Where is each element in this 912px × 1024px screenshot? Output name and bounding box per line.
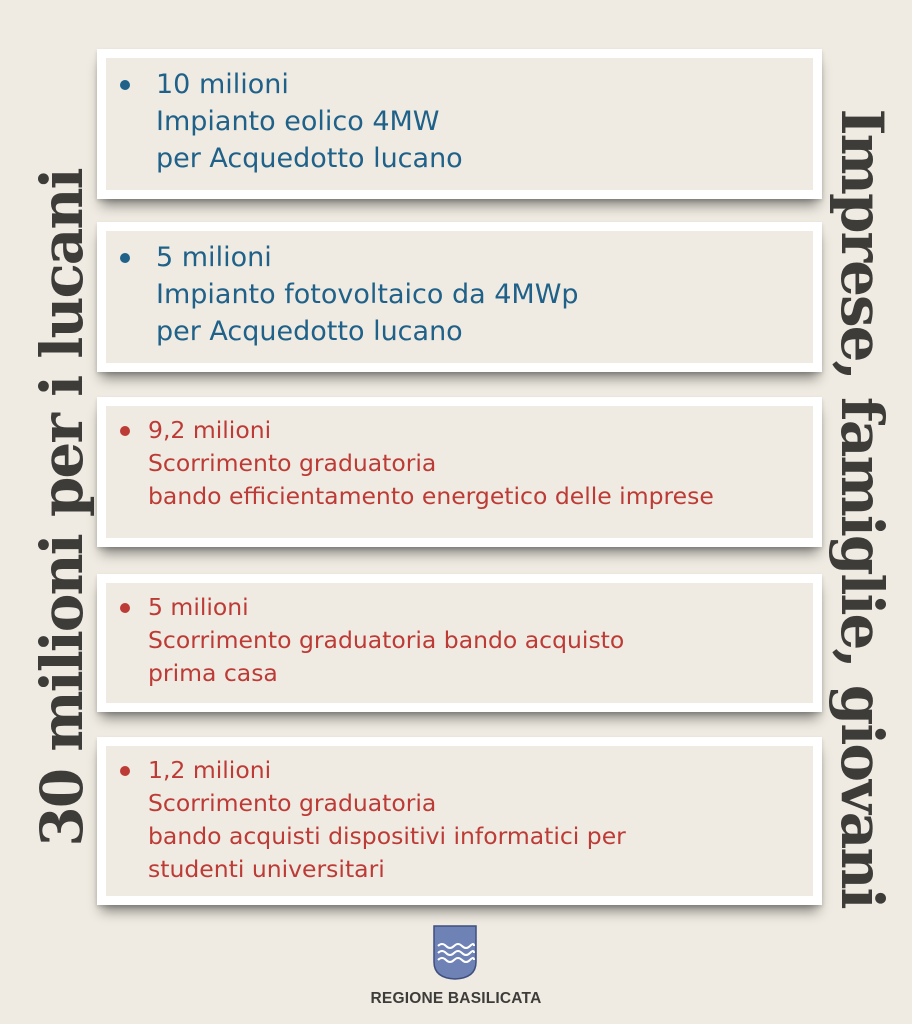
funding-card-first-home [97, 574, 822, 712]
footer-label: REGIONE BASILICATA [370, 990, 542, 1007]
bullet-icon [120, 603, 130, 613]
funding-card-solar-plant [97, 222, 822, 372]
card-description-line: per Acquedotto lucano [156, 143, 463, 174]
card-description-line: Scorrimento graduatoria bando acquisto [148, 626, 625, 654]
card-description-line: Impianto fotovoltaico da 4MWp [156, 279, 579, 310]
card-description-line: per Acquedotto lucano [156, 316, 463, 347]
bullet-icon [120, 253, 130, 263]
card-amount: 10 milioni [156, 69, 289, 100]
right-side-title: Imprese, famiglie, giovani [828, 108, 896, 908]
card-amount: 9,2 milioni [148, 416, 272, 444]
card-amount: 5 milioni [156, 242, 272, 273]
funding-card-energy-efficiency [97, 397, 822, 547]
left-side-title: 30 milioni per i lucani [28, 169, 96, 847]
bullet-icon [120, 426, 130, 436]
card-description-line: studenti universitari [148, 855, 385, 883]
card-description-line: bando acquisti dispositivi informatici per [148, 822, 626, 850]
card-description-line: bando efficientamento energetico delle imprese [148, 482, 714, 510]
regione-basilicata-crest-icon [432, 924, 478, 980]
card-description-line: Scorrimento graduatoria [148, 449, 437, 477]
card-description-line: Scorrimento graduatoria [148, 789, 437, 817]
funding-card-student-devices [97, 737, 822, 905]
funding-card-wind-plant [97, 49, 822, 199]
bullet-icon [120, 80, 130, 90]
card-description-line: prima casa [148, 659, 278, 687]
card-amount: 1,2 milioni [148, 756, 272, 784]
card-amount: 5 milioni [148, 593, 249, 621]
card-description-line: Impianto eolico 4MW [156, 106, 440, 137]
bullet-icon [120, 766, 130, 776]
